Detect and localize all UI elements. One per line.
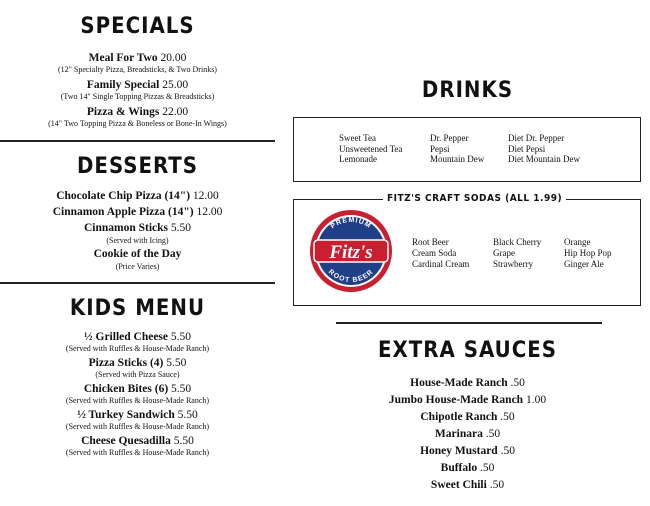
item-line xyxy=(285,443,650,460)
item-line xyxy=(285,477,650,494)
menu-item xyxy=(285,392,650,409)
item-description: (Served with Ruffles & House-Made Ranch) xyxy=(65,422,210,431)
drinks-column xyxy=(430,133,484,165)
item-description: (Served with Pizza Sauce) xyxy=(95,370,180,379)
item-price: .50 xyxy=(489,479,505,491)
item-line xyxy=(285,426,650,443)
menu-item xyxy=(0,221,275,246)
item-description: (Two 14" Single Topping Pizzas & Breadsticks) xyxy=(60,92,215,101)
soda-item: Orange xyxy=(564,237,591,247)
menu-item xyxy=(0,435,275,458)
item-line xyxy=(285,409,650,426)
item-name: Family Special xyxy=(86,79,160,91)
kids-list xyxy=(0,331,275,458)
item-description: (Served with Ruffles & House-Made Ranch) xyxy=(65,344,210,353)
sauces-list xyxy=(285,375,650,494)
item-description: (12" Specialty Pizza, Breadsticks, & Two Drinks) xyxy=(58,65,217,74)
item-name: Chicken Bites (6) xyxy=(83,383,169,395)
fitzs-root-beer-logo xyxy=(308,208,394,294)
sodas-heading: FITZ'S CRAFT SODAS (ALL 1.99) xyxy=(383,193,566,204)
left-column xyxy=(0,0,275,461)
drink-item: Diet Pepsi xyxy=(508,143,546,154)
menu-item xyxy=(0,331,275,354)
menu-item xyxy=(285,375,650,392)
soda-item: Black Cherry xyxy=(493,237,542,247)
desserts-heading: DESSERTS xyxy=(76,154,199,179)
item-price: 22.00 xyxy=(162,106,189,118)
sodas-column xyxy=(493,237,541,270)
drink-item: Pepsi xyxy=(430,143,450,154)
drink-item: Lemonade xyxy=(339,154,377,164)
item-name: ½ Grilled Cheese xyxy=(84,331,168,343)
item-line xyxy=(285,375,650,392)
menu-item xyxy=(285,426,650,443)
drink-item: Unsweetened Tea xyxy=(339,143,403,154)
drink-item: Sweet Tea xyxy=(339,133,376,143)
menu-item xyxy=(0,383,275,406)
item-name: Jumbo House-Made Ranch xyxy=(388,394,524,406)
item-price: 5.50 xyxy=(166,357,187,369)
kids-menu-heading: KIDS MENU xyxy=(69,296,206,321)
item-name: Buffalo xyxy=(440,462,478,474)
item-name: Marinara xyxy=(434,428,483,440)
sodas-column xyxy=(412,237,469,270)
item-name: Meal For Two xyxy=(88,52,158,64)
soda-item: Hip Hop Pop xyxy=(564,248,612,258)
menu-item xyxy=(285,443,650,460)
menu-item xyxy=(0,205,275,220)
item-name: Chocolate Chip Pizza (14") xyxy=(56,190,191,202)
drinks-column xyxy=(339,133,402,165)
sodas-box xyxy=(293,199,641,306)
desserts-list xyxy=(0,189,275,272)
drink-item: Diet Dr. Pepper xyxy=(508,133,565,143)
logo-top-text: PREMIUM xyxy=(329,216,373,231)
soda-item: Cardinal Cream xyxy=(412,259,470,269)
item-price: 5.50 xyxy=(170,331,191,343)
menu-item xyxy=(0,51,275,75)
item-description: (Served with Icing) xyxy=(106,236,169,245)
soda-item: Grape xyxy=(493,248,515,258)
item-line xyxy=(0,331,275,344)
item-price: 5.50 xyxy=(170,222,192,234)
specials-heading: SPECIALS xyxy=(80,14,195,39)
menu-item xyxy=(0,357,275,380)
soda-item: Strawberry xyxy=(493,259,533,269)
item-price: 5.50 xyxy=(173,435,194,447)
soda-item: Cream Soda xyxy=(412,248,457,258)
item-name: ½ Turkey Sandwich xyxy=(77,409,175,421)
menu-item xyxy=(0,189,275,204)
item-price: .50 xyxy=(500,445,515,457)
item-line xyxy=(0,205,275,220)
item-description: (14" Two Topping Pizza & Boneless or Bone-In Wings) xyxy=(48,119,227,128)
item-price: .50 xyxy=(510,377,525,389)
menu-item xyxy=(0,105,275,129)
item-name: Honey Mustard xyxy=(420,445,498,457)
item-line xyxy=(0,409,275,422)
menu-item xyxy=(285,460,650,477)
specials-list xyxy=(0,51,275,129)
item-line xyxy=(0,435,275,448)
extra-sauces-heading: EXTRA SAUCES xyxy=(377,338,557,363)
soda-item: Ginger Ale xyxy=(564,259,604,269)
item-name: Cinnamon Apple Pizza (14") xyxy=(52,206,194,218)
item-description: (Price Varies) xyxy=(115,262,160,271)
item-line xyxy=(285,392,650,409)
item-price: .50 xyxy=(479,462,495,474)
drinks-heading: DRINKS xyxy=(421,78,514,103)
item-line xyxy=(0,383,275,396)
logo-main-text: Fitz's xyxy=(329,242,373,263)
item-price: .50 xyxy=(485,428,501,440)
item-name: Pizza Sticks (4) xyxy=(88,357,164,369)
item-price: 25.00 xyxy=(162,79,189,91)
item-description: (Served with Ruffles & House-Made Ranch) xyxy=(65,448,210,457)
item-line xyxy=(0,189,275,204)
item-line xyxy=(0,357,275,370)
item-line xyxy=(0,78,275,92)
menu-item xyxy=(0,247,275,272)
item-name: Sweet Chili xyxy=(430,479,487,491)
item-price: 20.00 xyxy=(160,52,187,64)
item-price: .50 xyxy=(500,411,515,423)
menu-item xyxy=(285,477,650,494)
item-name: Chipotle Ranch xyxy=(420,411,498,423)
item-name: Pizza & Wings xyxy=(86,106,160,118)
item-line xyxy=(0,105,275,119)
item-price: 5.50 xyxy=(177,409,198,421)
item-line xyxy=(0,247,275,262)
item-line xyxy=(0,51,275,65)
menu-item xyxy=(285,409,650,426)
drink-item: Mountain Dew xyxy=(430,154,485,164)
item-line xyxy=(285,460,650,477)
item-description: (Served with Ruffles & House-Made Ranch) xyxy=(65,396,210,405)
drink-item: Dr. Pepper xyxy=(430,133,469,143)
divider xyxy=(336,322,602,324)
item-name: Cinnamon Sticks xyxy=(83,222,169,234)
drinks-column xyxy=(508,133,580,165)
drink-item: Diet Mountain Dew xyxy=(508,154,580,164)
item-price: 1.00 xyxy=(525,394,547,406)
item-name: Cheese Quesadilla xyxy=(81,435,171,447)
menu-item xyxy=(0,409,275,432)
item-price: 12.00 xyxy=(196,206,223,218)
item-price: 5.50 xyxy=(171,383,192,395)
sodas-column xyxy=(564,237,612,270)
item-name: Cookie of the Day xyxy=(93,248,182,260)
logo-bottom-text: ROOT BEER xyxy=(326,268,376,285)
drinks-box xyxy=(293,117,641,182)
soda-item: Root Beer xyxy=(412,237,449,247)
item-name: House-Made Ranch xyxy=(410,377,508,389)
menu-item xyxy=(0,78,275,102)
item-price: 12.00 xyxy=(192,190,219,202)
item-line xyxy=(0,221,275,236)
